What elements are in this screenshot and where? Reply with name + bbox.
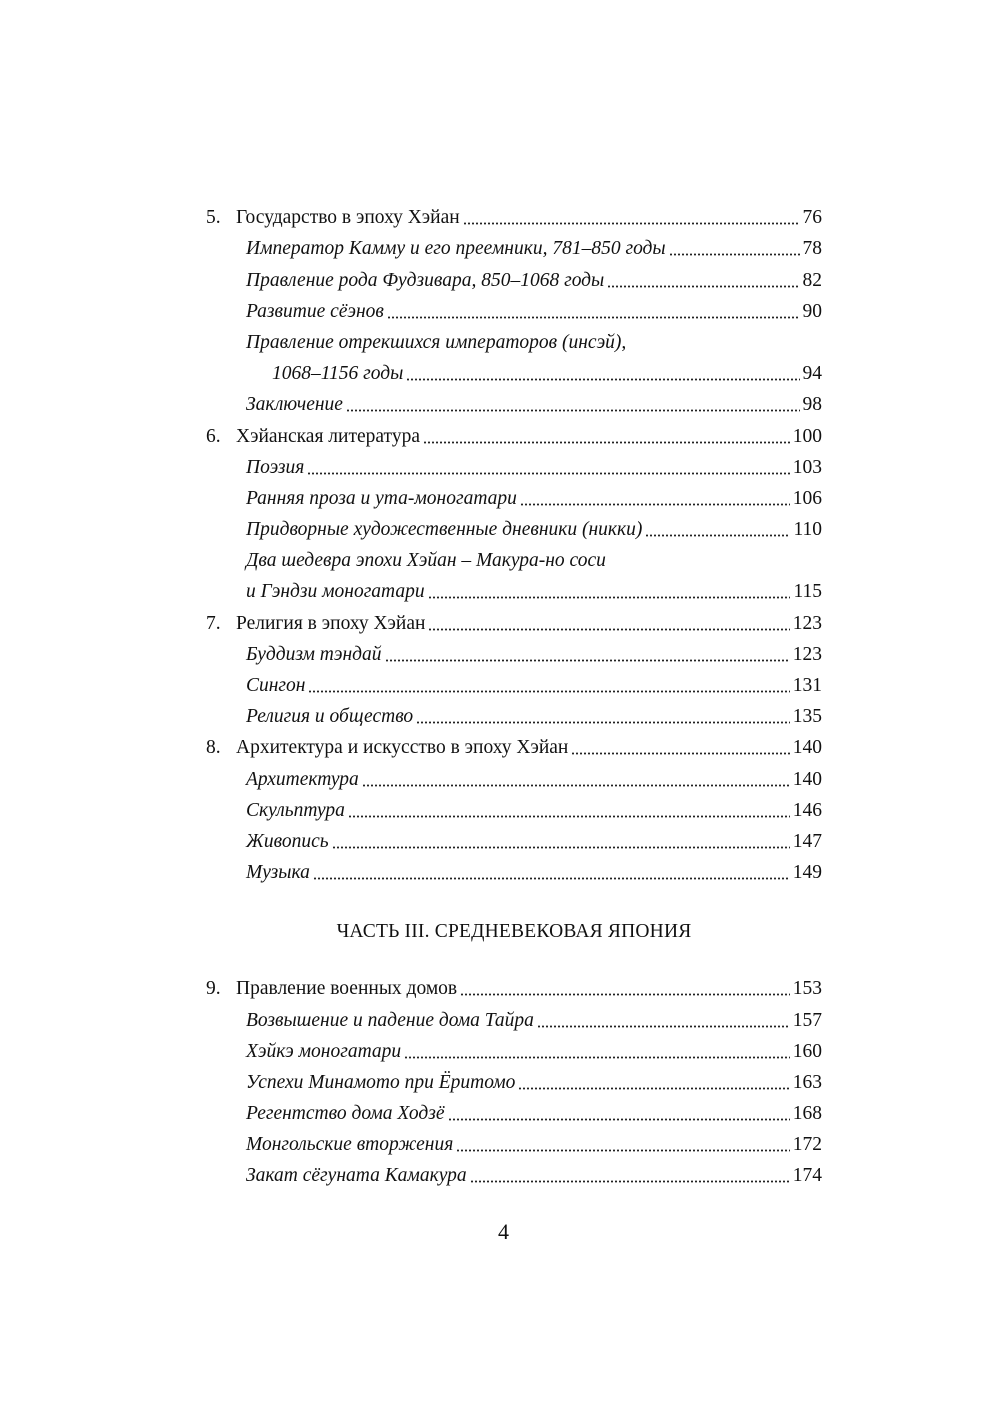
toc-chapter-row[interactable] [206,418,822,449]
toc-page-number: 106 [792,487,822,509]
toc-chapter-row[interactable] [206,200,822,231]
toc-entry-title: Регентство дома Ходзё [246,1103,445,1125]
toc-entry-title: Монгольские вторжения [246,1134,454,1156]
toc-section-row[interactable] [206,543,822,574]
dot-leader [463,222,800,225]
part-heading: ЧАСТЬ III. СРЕДНЕВЕКОВАЯ ЯПОНИЯ [336,921,692,943]
toc-section-row[interactable] [206,294,822,325]
toc-entry-title: Живопись [246,830,329,852]
dot-leader [307,472,789,475]
dot-leader [313,877,790,880]
toc-chapter-row[interactable] [206,971,822,1002]
toc-entry-title: и Гэндзи моногатари [246,581,425,603]
table-of-contents [206,200,822,1189]
toc-section-row[interactable] [206,855,822,886]
chapter-number: 7. [206,612,221,634]
chapter-number: 9. [206,978,221,1000]
toc-page-number: 140 [792,737,822,759]
toc-entry-title: Сингон [246,675,306,696]
dot-leader [348,815,790,818]
toc-entry-title: Успехи Минамото при Ёритомо [246,1071,516,1093]
toc-section-row[interactable] [206,668,822,699]
dot-leader [346,409,800,412]
toc-entry-title: Правление военных домов [236,978,458,1000]
toc-entry-title: Возвышение и падение дома Тайра [246,1009,534,1031]
toc-page-number: 78 [802,238,822,260]
toc-entry-title: Буддизм тэндай [246,643,382,665]
toc-page-number: 163 [792,1071,822,1093]
toc-page-number: 147 [792,830,822,852]
toc-page-number: 103 [792,456,822,478]
toc-entry-title: Правление рода Фудзивара, 850–1068 годы [246,269,605,291]
dot-leader [428,596,791,599]
toc-page-number: 76 [802,207,822,229]
toc-entry-title: Придворные художественные дневники (никки) [246,519,643,541]
toc-section-row[interactable] [206,824,822,855]
toc-page-number: 146 [792,799,822,821]
toc-section-row[interactable] [206,1034,822,1065]
toc-section-row[interactable] [206,1158,822,1189]
dot-leader [470,1180,790,1183]
toc-section-row[interactable] [206,262,822,293]
dot-leader [537,1025,790,1028]
chapter-number: 8. [206,737,221,759]
toc-entry-title: Архитектура [246,768,359,790]
toc-section-row[interactable] [206,1096,822,1127]
toc-chapter-row[interactable] [206,605,822,636]
dot-leader [571,752,789,755]
toc-entry-title: Поэзия [246,456,305,478]
toc-section-row[interactable] [206,387,822,418]
toc-page-number: 123 [792,612,822,634]
toc-page-number: 115 [793,581,822,603]
toc-entry-title: Закат сёгуната Камакура [246,1165,467,1187]
dot-leader [362,784,790,787]
toc-page-number: 157 [792,1009,822,1031]
toc-entry-title: Государство в эпоху Хэйан [236,207,460,229]
toc-section-continuation-row[interactable] [206,356,822,387]
dot-leader [423,441,790,444]
toc-entry-title: Скульптура [246,799,345,821]
toc-page-number: 110 [793,519,822,541]
dot-leader [308,690,789,693]
toc-entry-title: Религия и общество [246,706,414,728]
toc-page-number: 168 [792,1103,822,1125]
toc-section-row[interactable] [206,699,822,730]
page-number: 4 [498,1219,509,1244]
spacer [206,886,822,906]
toc-section-row[interactable] [206,1127,822,1158]
toc-page-number: 82 [802,269,822,291]
toc-entry-title: Музыка [246,862,310,884]
toc-section-row[interactable] [206,231,822,262]
spacer [206,957,822,971]
toc-page-number: 90 [802,300,822,322]
toc-page-number: 153 [792,978,822,1000]
toc-entry-title: Развитие сёэнов [246,300,384,322]
toc-entry-title: Заключение [246,394,343,416]
dot-leader [385,659,790,662]
toc-entry-title: 1068–1156 годы [272,363,404,385]
dot-leader [607,285,799,288]
toc-section-row[interactable] [206,325,822,356]
dot-leader [428,628,789,631]
toc-entry-title: Архитектура и искусство в эпоху Хэйан [236,737,569,759]
dot-leader [669,253,800,256]
toc-page-number: 149 [792,862,822,884]
toc-section-row[interactable] [206,1065,822,1096]
toc-entry-title: Хэйкэ моногатари [246,1040,402,1062]
toc-section-row[interactable] [206,761,822,792]
toc-section-row[interactable] [206,637,822,668]
toc-page-number: 98 [802,394,822,416]
toc-entry-title: Религия в эпоху Хэйан [236,612,426,634]
toc-section-row[interactable] [206,450,822,481]
toc-entry-title: Правление отрекшихся императоров (инсэй), [246,331,627,353]
toc-page-number: 131 [792,675,822,696]
dot-leader [406,378,799,381]
toc-page-number: 160 [792,1040,822,1062]
toc-page-number: 94 [802,363,822,385]
toc-chapter-row[interactable] [206,730,822,761]
toc-section-row[interactable] [206,481,822,512]
toc-entry-title: Два шедевра эпохи Хэйан – Макура-но соси [246,550,606,572]
chapter-number: 5. [206,207,221,229]
toc-section-row[interactable] [206,574,822,605]
dot-leader [456,1149,789,1152]
dot-leader [404,1056,790,1059]
dot-leader [387,316,800,319]
dot-leader [520,503,790,506]
chapter-number: 6. [206,425,221,447]
toc-entry-title: Хэйанская литература [236,425,420,447]
toc-entry-title: Ранняя проза и ута-моногатари [246,487,517,509]
toc-page-number: 100 [792,425,822,447]
toc-section-row[interactable] [206,512,822,543]
dot-leader [460,993,790,996]
toc-page-number: 140 [792,768,822,790]
toc-page-number: 135 [792,706,822,728]
toc-section-row[interactable] [206,793,822,824]
toc-section-row[interactable] [206,1002,822,1033]
dot-leader [645,534,790,537]
toc-page-number: 123 [792,643,822,665]
dot-leader [332,846,790,849]
dot-leader [518,1087,789,1090]
toc-entry-title: Император Камму и его преемники, 781–850 годы [246,238,666,260]
toc-page-number: 174 [792,1165,822,1187]
toc-page-number: 172 [792,1134,822,1156]
dot-leader [448,1118,790,1121]
dot-leader [416,721,790,724]
